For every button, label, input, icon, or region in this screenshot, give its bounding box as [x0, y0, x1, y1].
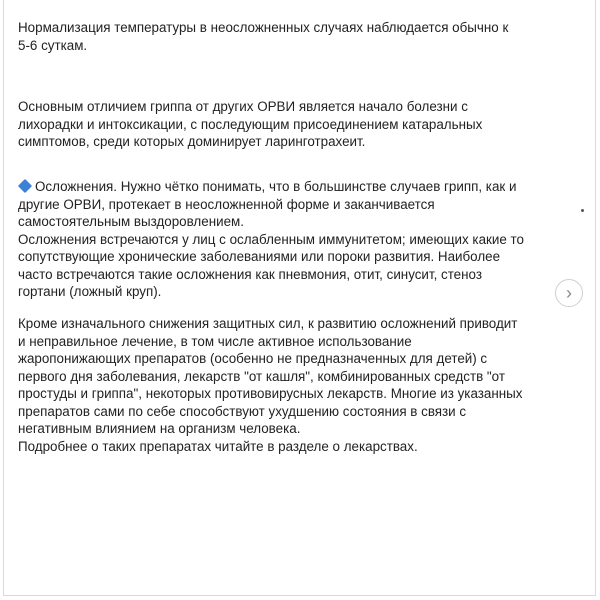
paragraph-temperature: Нормализация температуры в неосложненных случаях наблюдается обычно к 5-6 суткам.	[18, 20, 509, 53]
paragraph-flu-difference: Основным отличием гриппа от других ОРВИ является начало болезни с лихорадки и интоксикации, с последующим присоединением катаральных симптомов, среди которых доминирует ларинготрахеит.	[18, 99, 483, 149]
chevron-right-icon: ›	[566, 283, 572, 303]
more-dot-icon	[581, 209, 584, 212]
complications-rest: другие ОРВИ, протекает в неосложненной форме и заканчивается самостоятельным выздоровлением. Осложнения встречаются у лиц с ослабленным иммунитетом; имеющих какие то сопутствующие хронические заболеваниями или пороки развития. Наиболее часто встречаются такие осложнения как пневмония, отит, синусит, стеноз гортани (ложный круп).	[18, 196, 524, 299]
small-blue-diamond-icon	[18, 179, 32, 193]
complications-first-line: Осложнения. Нужно чётко понимать, что в большинстве случаев грипп, как и	[35, 179, 517, 194]
carousel-next-button[interactable]	[555, 279, 583, 307]
post-image-frame	[3, 0, 596, 596]
paragraph-complications	[18, 178, 524, 301]
paragraph-treatment: Кроме изначального снижения защитных сил, к развитию осложнений приводит и неправильное лечение, в том числе активное использование жаропонижающих препаратов (особенно не предназначенных для детей) с первого дня заболевания, лекарств "от кашля", комбинированных средств "от простуды и гриппа", некоторых противовирусных лекарств. Многие из указанных препаратов сами по себе способствуют ухудшению состояния в связи с негативным влиянием на организм человека. Подробнее о таких препаратах читайте в разделе о лекарствах.	[18, 316, 523, 454]
